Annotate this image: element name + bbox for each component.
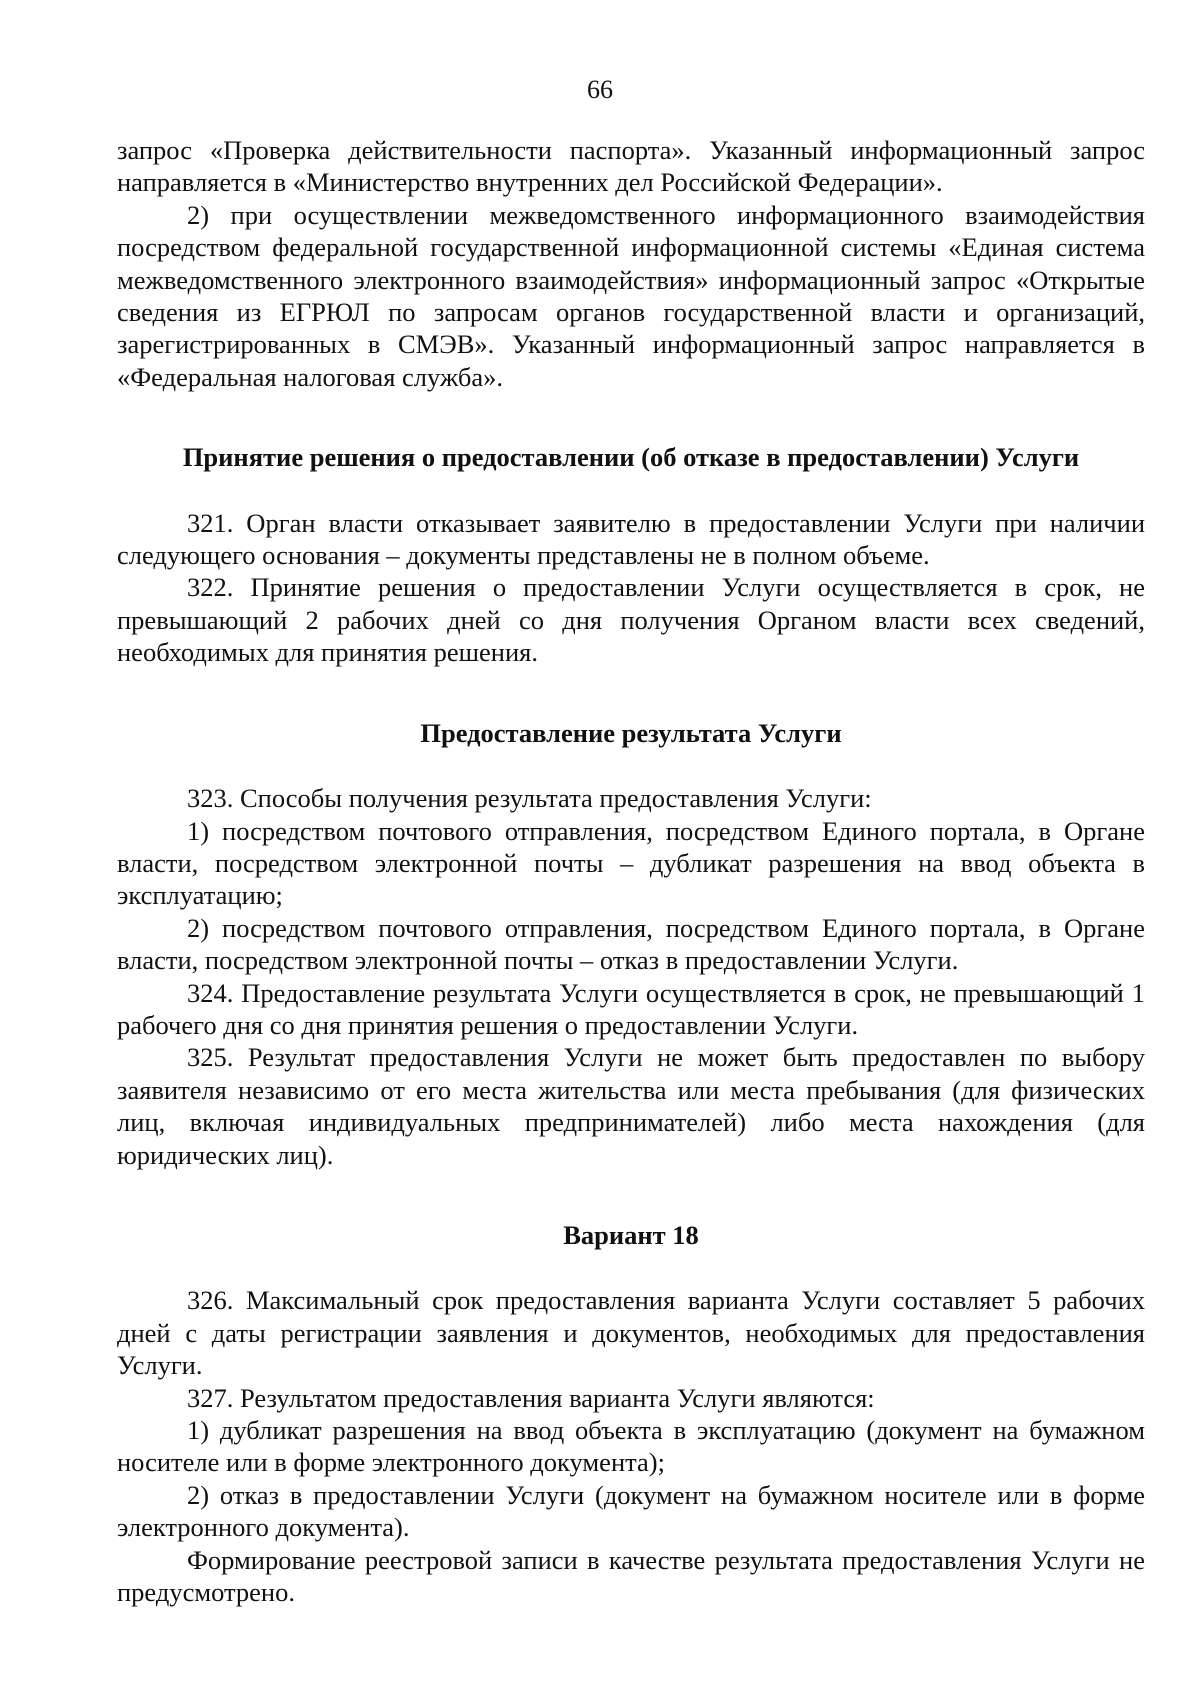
paragraph-325: 325. Результат предоставления Услуги не может быть предоставлен по выбору заявителя независимо от его места жительства или места пребывания (для физических лиц, включая индивидуальных предпринимателей) либо места нахождения (для юридических лиц). <box>117 1042 1145 1170</box>
page-number: 66 <box>587 75 613 104</box>
paragraph-324: 324. Предоставление результата Услуги осуществляется в срок, не превышающий 1 рабочего дня со дня принятия решения о предоставлении Услуги. <box>117 977 1145 1040</box>
paragraph-registry-entry: Формирование реестровой записи в качестве результата предоставления Услуги не предусмотрено. <box>117 1544 1145 1608</box>
paragraph-327-item-1: 1) дубликат разрешения на ввод объекта в эксплуатацию (документ на бумажном носителе или в форме электронного документа); <box>117 1415 1145 1478</box>
paragraph-323-item-2: 2) посредством почтового отправления, посредством Единого портала, в Органе власти, посредством электронной почты – отказ в предоставлении Услуги. <box>117 912 1145 976</box>
paragraph-323: 323. Способы получения результата предоставления Услуги: <box>187 783 872 814</box>
paragraph-327: 327. Результатом предоставления варианта Услуги являются: <box>187 1382 875 1413</box>
paragraph-327-item-2: 2) отказ в предоставлении Услуги (документ на бумажном носителе или в форме электронного документа). <box>117 1479 1145 1543</box>
paragraph-323-item-1: 1) посредством почтового отправления, посредством Единого портала, в Органе власти, посредством электронной почты – дубликат разрешения на ввод объекта в эксплуатацию; <box>117 815 1145 911</box>
paragraph-326: 326. Максимальный срок предоставления варианта Услуги составляет 5 рабочих дней с даты регистрации заявления и документов, необходимых для предоставления Услуги. <box>117 1285 1145 1381</box>
heading-variant-18: Вариант 18 <box>563 1219 699 1250</box>
paragraph-passport-request: запрос «Проверка действительности паспорта». Указанный информационный запрос направляется в «Министерство внутренних дел Российской Федерации». <box>117 135 1145 198</box>
heading-result: Предоставление результата Услуги <box>420 717 842 748</box>
paragraph-321: 321. Орган власти отказывает заявителю в предоставлении Услуги при наличии следующего основания – документы представлены не в полном объеме. <box>117 507 1145 571</box>
paragraph-smev-request: 2) при осуществлении межведомственного информационного взаимодействия посредством федеральной государственной информационной системы «Единая система межведомственного электронного взаимодействия» информационный запрос «Открытые сведения из ЕГРЮЛ по запросам органов государственной власти и организаций, зарегистрированных в СМЭВ». Указанный информационный запрос направляется в «Федеральная налоговая служба». <box>117 199 1145 392</box>
paragraph-322: 322. Принятие решения о предоставлении Услуги осуществляется в срок, не превышающий 2 рабочих дней со дня получения Органом власти всех сведений, необходимых для принятия решения. <box>117 572 1145 668</box>
document-body <box>117 134 1145 1608</box>
heading-decision: Принятие решения о предоставлении (об отказе в предоставлении) Услуги <box>182 442 1080 473</box>
